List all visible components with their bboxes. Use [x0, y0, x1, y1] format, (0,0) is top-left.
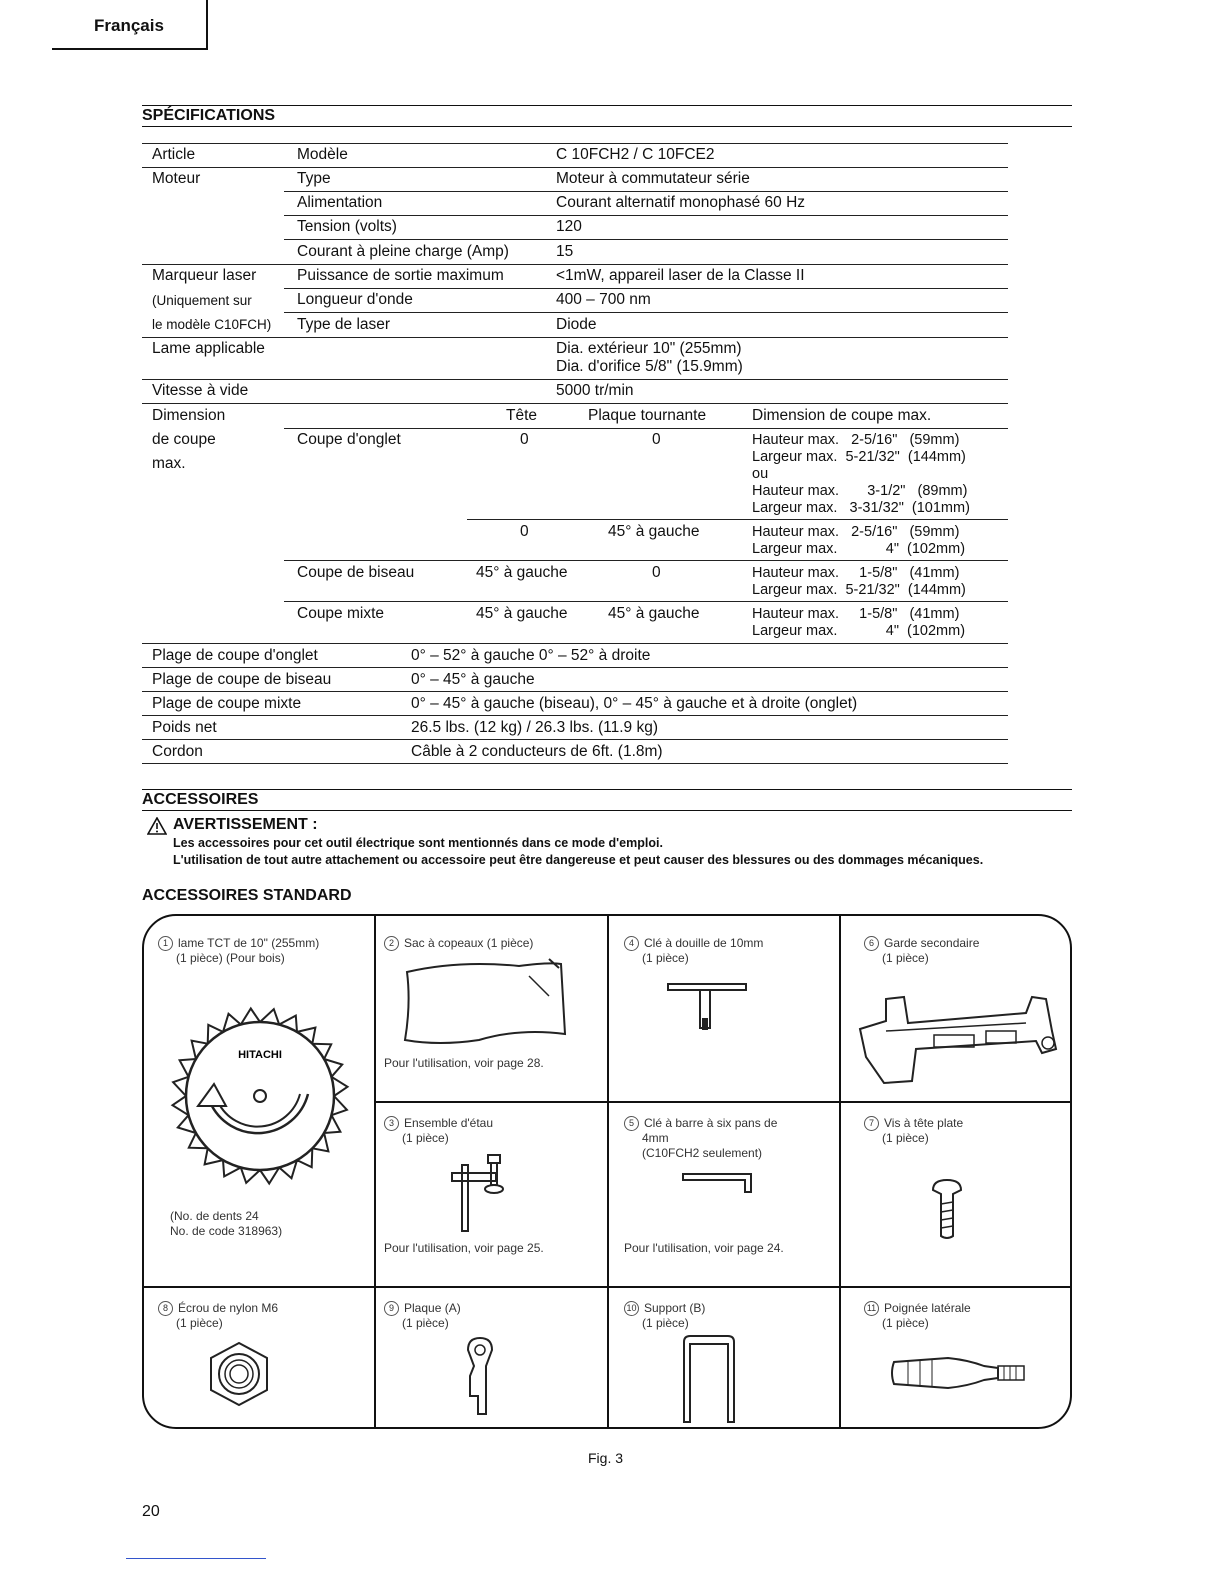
language-label: Français — [94, 16, 164, 35]
article-key: Modèle — [297, 146, 348, 163]
item-number: 8 — [158, 1301, 173, 1316]
support-b-icon — [680, 1334, 740, 1424]
warning-title: AVERTISSEMENT : — [173, 816, 318, 833]
item-note: No. de code 318963) — [170, 1224, 283, 1238]
laser-key: Type de laser — [297, 316, 391, 333]
item-side-handle — [864, 1301, 971, 1331]
divider — [142, 105, 1072, 106]
motor-key: Type — [297, 170, 331, 187]
item-support-b — [624, 1301, 705, 1331]
blade-value: Dia. extérieur 10" (255mm) — [556, 340, 742, 357]
row-line — [284, 312, 1008, 313]
row-line — [142, 264, 1008, 265]
item-number: 1 — [158, 936, 173, 951]
language-tab — [52, 0, 208, 50]
compound-label: Coupe mixte — [297, 605, 385, 622]
row-line — [467, 519, 1008, 520]
item-note: Pour l'utilisation, voir page 24. — [624, 1241, 784, 1255]
motor-label: Moteur — [152, 170, 201, 187]
footer-line — [126, 1558, 266, 1559]
row-line — [142, 691, 1008, 692]
item-number: 7 — [864, 1116, 879, 1131]
plate-a-icon — [462, 1336, 502, 1418]
header-dimension: Dimension de coupe max. — [752, 407, 932, 424]
cut-label: max. — [152, 455, 186, 472]
laser-key: Longueur d'onde — [297, 291, 413, 308]
item-label: Ensemble d'étau — [404, 1116, 494, 1130]
miter-dimensions: Hauteur max. 2-5/16" (59mm) Largeur max. 5-21/32" (144mm) ou Hauteur max. 3-1/2" (89mm) Largeur max. 3-31/32" (101mm) — [752, 432, 970, 516]
item-quantity: (1 pièce) (Pour bois) — [176, 951, 285, 965]
item-quantity: (1 pièce) — [882, 951, 929, 965]
item-nylon-nut — [158, 1301, 278, 1331]
item-number: 10 — [624, 1301, 639, 1316]
item-quantity: (1 pièce) — [642, 951, 689, 965]
miter-label: Coupe d'onglet — [297, 431, 401, 448]
item-note: Pour l'utilisation, voir page 25. — [384, 1241, 544, 1255]
row-line — [284, 601, 1008, 602]
row-line — [142, 667, 1008, 668]
item-quantity: (1 pièce) — [882, 1131, 929, 1145]
item-label: Écrou de nylon M6 — [178, 1301, 279, 1315]
item-quantity: (1 pièce) — [882, 1316, 929, 1330]
divider — [142, 789, 1072, 790]
bevel-turntable: 0 — [652, 564, 661, 581]
laser-note: (Uniquement sur — [152, 293, 252, 308]
item-model-note: (C10FCH2 seulement) — [642, 1146, 763, 1160]
row-line — [142, 167, 1008, 168]
page-number: 20 — [142, 1503, 160, 1520]
range-value: 0° – 45° à gauche — [411, 671, 535, 688]
bevel-head: 45° à gauche — [476, 564, 568, 581]
item-number: 2 — [384, 936, 399, 951]
cut-label: de coupe — [152, 431, 216, 448]
motor-key: Tension (volts) — [297, 218, 397, 235]
item-size: 4mm — [642, 1131, 669, 1145]
item-saw-blade — [158, 936, 319, 966]
flat-screw-icon — [929, 1178, 969, 1242]
item-label: Clé à douille de 10mm — [644, 936, 764, 950]
saw-teeth — [173, 1009, 348, 1184]
weight-value: 26.5 lbs. (12 kg) / 26.3 lbs. (11.9 kg) — [411, 719, 658, 736]
item-label: lame TCT de 10" (255mm) — [178, 936, 320, 950]
item-label: Vis à tête plate — [884, 1116, 964, 1130]
row-line — [142, 739, 1008, 740]
accessories-figure — [142, 914, 1072, 1429]
compound-turntable: 45° à gauche — [608, 605, 700, 622]
grid-line — [374, 916, 376, 1429]
item-label: Clé à barre à six pans de — [644, 1116, 778, 1130]
item-number: 4 — [624, 936, 639, 951]
miter-dimensions: Hauteur max. 2-5/16" (59mm) Largeur max. 4" (102mm) — [752, 524, 966, 557]
laser-label: Marqueur laser — [152, 267, 257, 284]
item-plate-a — [384, 1301, 461, 1331]
item-vise-assembly — [384, 1116, 493, 1146]
item-note: Pour l'utilisation, voir page 28. — [384, 1056, 544, 1070]
item-quantity: (1 pièce) — [642, 1316, 689, 1330]
speed-label: Vitesse à vide — [152, 382, 249, 399]
item-label: Plaque (A) — [404, 1301, 461, 1315]
speed-value: 5000 tr/min — [556, 382, 634, 399]
motor-key: Alimentation — [297, 194, 383, 211]
grid-line — [144, 1286, 1072, 1288]
compound-dimensions: Hauteur max. 1-5/8" (41mm) Largeur max. 4" (102mm) — [752, 606, 966, 639]
item-dust-bag — [384, 936, 533, 951]
vise-assembly-icon — [444, 1151, 524, 1236]
laser-key: Puissance de sortie maximum — [297, 267, 504, 284]
cord-value: Câble à 2 conducteurs de 6ft. (1.8m) — [411, 743, 663, 760]
saw-blade-icon — [162, 998, 358, 1194]
hex-wrench-icon — [679, 1168, 759, 1198]
row-line — [284, 560, 1008, 561]
cord-label: Cordon — [152, 743, 203, 760]
item-quantity: (1 pièce) — [176, 1316, 223, 1330]
motor-value: Courant alternatif monophasé 60 Hz — [556, 194, 806, 211]
standard-accessories-title: ACCESSOIRES STANDARD — [142, 887, 352, 904]
article-label: Article — [152, 146, 196, 163]
item-hex-wrench — [624, 1116, 777, 1161]
item-label: Poignée latérale — [884, 1301, 971, 1315]
miter-head: 0 — [520, 523, 529, 540]
item-number: 9 — [384, 1301, 399, 1316]
range-value: 0° – 45° à gauche (biseau), 0° – 45° à gauche et à droite (onglet) — [411, 695, 858, 712]
bevel-label: Coupe de biseau — [297, 564, 415, 581]
item-secondary-fence — [864, 936, 979, 966]
figure-caption: Fig. 3 — [588, 1450, 624, 1466]
side-handle-icon — [888, 1352, 1028, 1394]
nylon-nut-icon — [206, 1341, 272, 1407]
compound-head: 45° à gauche — [476, 605, 568, 622]
grid-line — [607, 916, 609, 1429]
header-turntable: Plaque tournante — [588, 407, 707, 424]
secondary-fence-icon — [856, 991, 1062, 1091]
divider — [142, 810, 1072, 811]
blade-value: Dia. d'orifice 5/8" (15.9mm) — [556, 358, 743, 375]
header-head: Tête — [506, 407, 538, 424]
item-label: Sac à copeaux (1 pièce) — [404, 936, 534, 950]
item-quantity: (1 pièce) — [402, 1131, 449, 1145]
item-number: 6 — [864, 936, 879, 951]
row-line — [142, 337, 1008, 338]
row-line — [142, 763, 1008, 764]
divider — [142, 126, 1072, 127]
range-label: Plage de coupe mixte — [152, 695, 302, 712]
range-label: Plage de coupe d'onglet — [152, 647, 318, 664]
laser-value: Diode — [556, 316, 597, 333]
grid-line — [374, 1101, 1072, 1103]
row-line — [142, 403, 1008, 404]
socket-wrench-icon — [664, 978, 754, 1038]
blade-brand-text: HITACHI — [238, 1049, 282, 1061]
laser-value: <1mW, appareil laser de la Classe II — [556, 267, 805, 284]
miter-head: 0 — [520, 431, 529, 448]
item-number: 11 — [864, 1301, 879, 1316]
accessories-title: ACCESSOIRES — [142, 791, 259, 808]
weight-label: Poids net — [152, 719, 217, 736]
row-line — [142, 379, 1008, 380]
item-socket-wrench — [624, 936, 763, 966]
warning-line: L'utilisation de tout autre attachement ou accessoire peut être dangereuse et peut causer des blessures ou des dommages mécaniques. — [173, 853, 984, 867]
row-line — [142, 643, 1008, 644]
motor-value: 120 — [556, 218, 582, 235]
range-label: Plage de coupe de biseau — [152, 671, 332, 688]
row-line — [284, 215, 1008, 216]
article-value: C 10FCH2 / C 10FCE2 — [556, 146, 715, 163]
warning-line: Les accessoires pour cet outil électrique sont mentionnés dans ce mode d'emploi. — [173, 836, 663, 850]
row-line — [284, 428, 1008, 429]
dust-bag-icon — [399, 954, 569, 1049]
cut-label: Dimension — [152, 407, 226, 424]
miter-turntable: 0 — [652, 431, 661, 448]
bevel-dimensions: Hauteur max. 1-5/8" (41mm) Largeur max. 5-21/32" (144mm) — [752, 565, 966, 598]
item-quantity: (1 pièce) — [402, 1316, 449, 1330]
item-note: (No. de dents 24 — [170, 1209, 259, 1223]
item-flat-screw — [864, 1116, 963, 1146]
row-line — [142, 143, 1008, 144]
blade-label: Lame applicable — [152, 340, 265, 357]
item-label: Support (B) — [644, 1301, 706, 1315]
miter-turntable: 45° à gauche — [608, 523, 700, 540]
row-line — [284, 288, 1008, 289]
laser-value: 400 – 700 nm — [556, 291, 651, 308]
warning-icon — [147, 817, 167, 835]
motor-value: 15 — [556, 243, 574, 260]
spec-title: SPÉCIFICATIONS — [142, 107, 276, 124]
motor-key: Courant à pleine charge (Amp) — [297, 243, 509, 260]
row-line — [142, 715, 1008, 716]
motor-value: Moteur à commutateur série — [556, 170, 750, 187]
grid-line — [839, 916, 841, 1429]
row-line — [284, 239, 1008, 240]
range-value: 0° – 52° à gauche 0° – 52° à droite — [411, 647, 651, 664]
laser-note: le modèle C10FCH) — [152, 317, 272, 332]
row-line — [284, 191, 1008, 192]
item-number: 3 — [384, 1116, 399, 1131]
item-label: Garde secondaire — [884, 936, 980, 950]
item-number: 5 — [624, 1116, 639, 1131]
